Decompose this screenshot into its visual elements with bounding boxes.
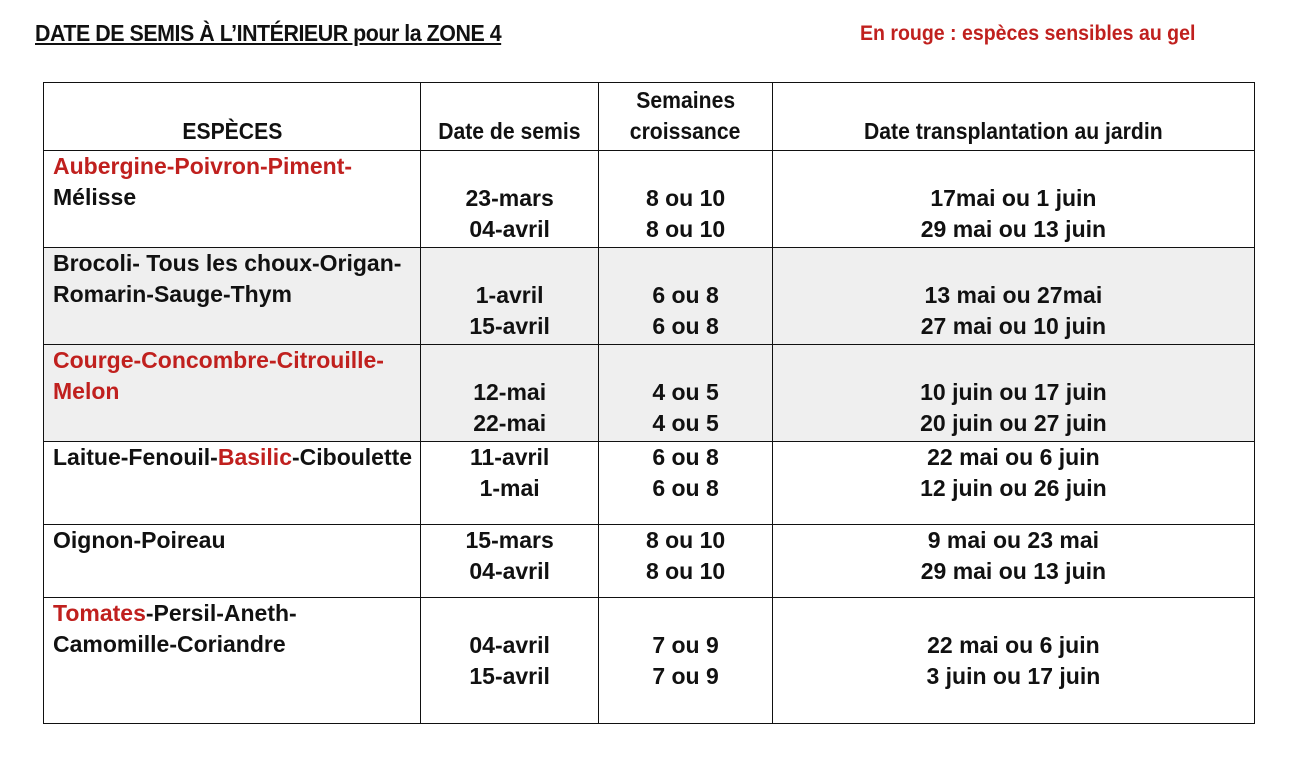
sowing-date-cell: [420, 151, 598, 248]
sowing-date: 11-avril: [469, 444, 550, 470]
sowing-date: 1-avril: [475, 282, 544, 308]
sowing-date: 23-mars: [465, 185, 554, 211]
transplant-date: 22 mai ou 6 juin: [927, 444, 1100, 470]
table-row: [44, 525, 1255, 598]
weeks-value: 7 ou 9: [652, 632, 719, 658]
sowing-date: 04-avril: [469, 558, 550, 584]
transplant-date: 29 mai ou 13 juin: [920, 216, 1107, 242]
transplant-date: 13 mai ou 27mai: [924, 282, 1103, 308]
table-row: [44, 598, 1255, 724]
sowing-date: 1-mai: [479, 475, 540, 501]
header-sowing-date: Date de semis: [420, 83, 598, 151]
species-cell: [44, 151, 421, 248]
species-text: Melon: [53, 378, 120, 404]
weeks-value: 6 ou 8: [652, 313, 719, 339]
weeks-value: 8 ou 10: [645, 558, 726, 584]
header-weeks: [599, 83, 772, 151]
legend-note: En rouge : espèces sensibles au gel: [860, 22, 1196, 45]
weeks-value: 4 ou 5: [652, 410, 719, 436]
species-text: Laitue-Fenouil-: [53, 444, 218, 470]
species-cell: [44, 598, 421, 724]
sowing-date: 15-mars: [465, 527, 554, 553]
weeks-value: 7 ou 9: [652, 663, 719, 689]
species-text: -Ciboulette: [291, 444, 413, 470]
species-text: Brocoli- Tous les choux-Origan-: [53, 250, 402, 276]
sowing-date: 15-avril: [469, 313, 550, 339]
sowing-date: 12-mai: [473, 379, 547, 405]
transplant-date: 9 mai ou 23 mai: [927, 527, 1100, 553]
transplant-date: 3 juin ou 17 juin: [926, 663, 1101, 689]
species-text: Mélisse: [53, 184, 137, 210]
weeks-cell: [599, 598, 772, 724]
header-weeks-line2: croissance: [630, 118, 741, 144]
weeks-cell: [599, 248, 772, 345]
transplant-cell: [772, 525, 1254, 598]
table-row: [44, 345, 1255, 442]
sowing-date-cell: [420, 442, 598, 525]
species-text: Oignon-Poireau: [53, 527, 226, 553]
transplant-cell: [772, 345, 1254, 442]
transplant-cell: [772, 598, 1254, 724]
species-text: Courge-Concombre-Citrouille-: [53, 347, 384, 373]
sowing-date: 22-mai: [473, 410, 547, 436]
transplant-date: 29 mai ou 13 juin: [920, 558, 1107, 584]
species-text-frost-sensitive: Basilic: [217, 444, 292, 470]
transplant-date: 20 juin ou 27 juin: [920, 410, 1107, 436]
species-text: Camomille-Coriandre: [53, 631, 286, 657]
species-cell: [44, 525, 421, 598]
weeks-value: 8 ou 10: [645, 216, 726, 242]
table-row: [44, 442, 1255, 525]
sowing-date-cell: [420, 525, 598, 598]
transplant-date: 22 mai ou 6 juin: [927, 632, 1100, 658]
weeks-cell: [599, 151, 772, 248]
species-text-frost-sensitive: Tomates: [53, 600, 146, 626]
weeks-value: 4 ou 5: [652, 379, 719, 405]
transplant-date: 27 mai ou 10 juin: [920, 313, 1107, 339]
transplant-cell: [772, 442, 1254, 525]
transplant-date: 10 juin ou 17 juin: [920, 379, 1107, 405]
header-weeks-line1: Semaines: [636, 87, 735, 113]
sowing-date-cell: [420, 345, 598, 442]
sowing-date-cell: [420, 598, 598, 724]
transplant-date: 17mai ou 1 juin: [930, 185, 1097, 211]
transplant-date: 12 juin ou 26 juin: [920, 475, 1107, 501]
sowing-date: 04-avril: [469, 216, 550, 242]
sowing-table: [43, 82, 1255, 724]
transplant-cell: [772, 248, 1254, 345]
species-cell: [44, 248, 421, 345]
weeks-value: 6 ou 8: [652, 475, 719, 501]
weeks-cell: [599, 442, 772, 525]
weeks-value: 6 ou 8: [652, 282, 719, 308]
weeks-cell: [599, 345, 772, 442]
table-row: [44, 248, 1255, 345]
page-title: DATE DE SEMIS À L’INTÉRIEUR pour la ZONE 4: [35, 20, 502, 46]
table-row: [44, 151, 1255, 248]
weeks-value: 8 ou 10: [645, 527, 726, 553]
weeks-cell: [599, 525, 772, 598]
species-text: Aubergine-Poivron-Piment-: [53, 153, 353, 179]
header-transplant-date: Date transplantation au jardin: [772, 83, 1254, 151]
transplant-cell: [772, 151, 1254, 248]
species-text: -Persil-Aneth-: [145, 600, 297, 626]
header-row: [44, 83, 1255, 151]
weeks-value: 8 ou 10: [645, 185, 726, 211]
sowing-date-cell: [420, 248, 598, 345]
sowing-date: 04-avril: [469, 632, 550, 658]
species-text: Romarin-Sauge-Thym: [53, 281, 292, 307]
header-species: ESPÈCES: [44, 83, 421, 151]
species-cell: [44, 345, 421, 442]
sowing-date: 15-avril: [469, 663, 550, 689]
weeks-value: 6 ou 8: [652, 444, 719, 470]
species-cell: [44, 442, 421, 525]
